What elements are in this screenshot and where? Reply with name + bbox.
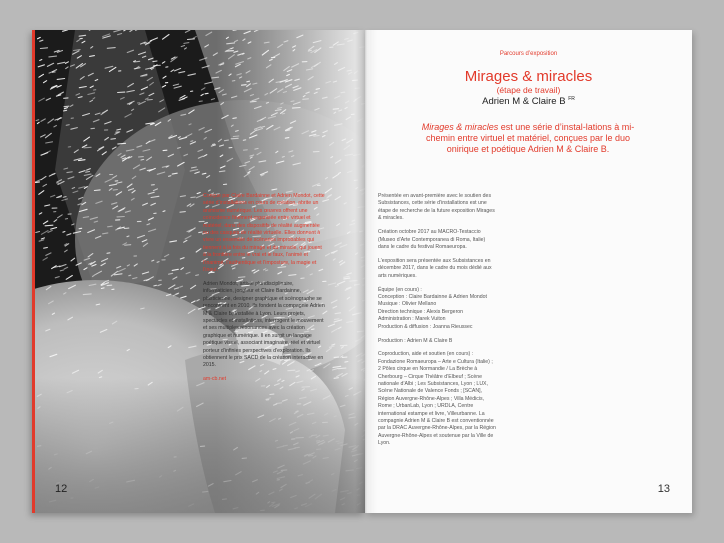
production-line: Production : Adrien M & Claire B — [378, 337, 453, 344]
exhibit-subtitle: (étape de travail) — [496, 85, 561, 95]
right-page — [203, 30, 692, 513]
team-member: Conception : Claire Bardainne & Adrien Mondot — [378, 293, 488, 300]
team-block — [378, 287, 496, 331]
body-column-right — [378, 193, 496, 454]
bio-paragraph: Adrien Mondot, artiste pluridisciplinaire, informaticien, jongleur et Claire Bardainne, plasticienne, designer graphique et scénographe se rencontrent en 2010. Ils fondent la compagnie Adrien M & Claire B, installée à Lyon. Leurs projets, spectacles et installations, interrogent le mouvement et ses multiples résonances avec la création graphique et numérique. Il en surgit un langage poétique visuel, associant imaginaire, réel et virtuel porteur d’infinies perspectives d’exploration. Ils obtiennent le prix SACD de la création interactive en 2015. — [203, 280, 325, 369]
team-member: Production & diffusion : Joanna Rieussec — [378, 323, 473, 330]
brochure-spread — [32, 30, 692, 513]
team-member: Administration : Marek Vuiton — [378, 316, 446, 323]
coproduction-paragraph: Coproduction, aide et soutien (en cours) : Fondazione Romaeuropa – Arte e Cultura (Italie) ; 2 Pôles cirque en Normandie / La Brèche à Cherbourg – Cirque Théâtre d’Elbeuf ; Scène nationale d’Albi ; Les Subsistances, Lyon ; LUX, Scène Nationale de Valence Fonds ; [SCAN], Région Auvergne-Rhône-Alpes ; Villa Médicis, Rome ; UrbanLab, Lyon ; URDLA, Centre international estampe et livre, Villeurbanne. La compagnie Adrien M & Claire B est conventionnée par la DRAC Auvergne-Rhône-Alpes, par la Région Auvergne-Rhône-Alpes et soutenue par la Ville de Lyon. — [378, 351, 496, 447]
creation-paragraph: Création octobre 2017 au MACRO-Testaccio (Museo d’Arte Contemporanea di Roma, Italie) dans le cadre du festival Romaeuropa. — [378, 229, 486, 250]
lead-italic: Mirages & miracles — [421, 122, 499, 132]
exhibit-authors — [365, 96, 692, 107]
team-member: Musique : Olivier Mellano — [378, 301, 437, 308]
authors-country: FR — [568, 96, 575, 102]
page-number-left: 12 — [55, 483, 68, 495]
team-title: Équipe (en cours) : — [378, 286, 422, 293]
exhibition-paragraph: L’exposition sera présentée aux Subsistances en décembre 2017, dans le cadre du mois dédié aux arts numériques. — [378, 257, 492, 279]
premiere-paragraph: Présentée en avant-première avec le soutien des Subsistances, cette série d’installations est une étape de recherche de la future exposition Mirages & miracles. — [378, 193, 495, 222]
spine-shadow — [355, 30, 377, 513]
website-link[interactable]: am-cb.net — [203, 376, 227, 383]
intro-paragraph: Conçue par Claire Bardainne et Adrien Mondot, cette série d’installations en cours de création, abrite un animisme numérique. Les œuvres offrent une coïncidence finement organisée entre virtuel et matériel, dans des dispositifs de réalité augmentée ou des casques de réalité virtuelle. Elles donnent à vivre un ensemble de scénarios improbables qui tiennent à la fois du mirage et du miracle, qui jouent à la frontière entre le vrai et le faux, l’animé et l’inanimé, l’authentique et l’imposture, la magie et l’inouï. — [203, 193, 325, 274]
lead-text: est une série d’instal-lations à mi-chemin entre virtuel et matériel, conçues par le duo onirique et poétique Adrien M & Claire B. — [425, 122, 635, 155]
authors-name: Adrien M & Claire B — [482, 96, 566, 108]
body-column-left — [203, 193, 325, 390]
team-member: Direction technique : Alexis Bergeron — [378, 308, 464, 315]
section-kicker: Parcours d’exposition — [499, 51, 558, 57]
page-number-right: 13 — [657, 483, 670, 495]
lead-paragraph — [415, 122, 641, 156]
exhibit-title: Mirages & miracles — [464, 68, 593, 85]
